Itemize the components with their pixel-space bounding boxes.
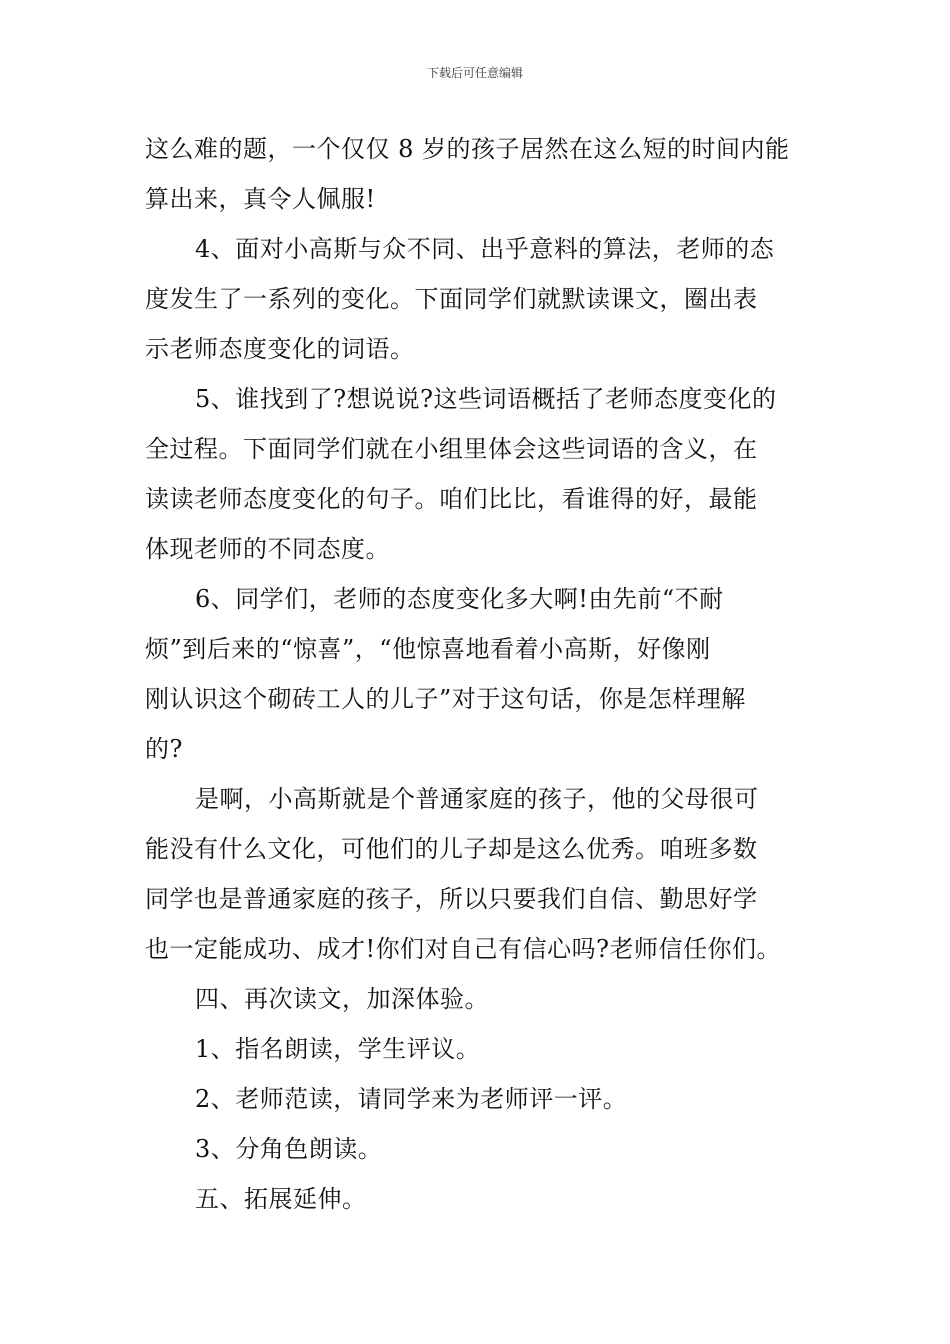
text-line: 五、拓展延伸。 — [195, 1185, 367, 1213]
paragraph — [145, 1024, 805, 1074]
text-line: 2、老师范读，请同学来为老师评一评。 — [195, 1085, 628, 1113]
page-header: 下载后可任意编辑 — [426, 66, 523, 80]
text-line: 同学也是普通家庭的孩子，所以只要我们自信、勤思好学 — [145, 885, 758, 913]
text-line: 算出来，真令人佩服! — [145, 185, 376, 213]
paragraph — [145, 774, 805, 974]
text-line: 5、谁找到了?想说说?这些词语概括了老师态度变化的 — [195, 385, 777, 413]
document-body — [145, 124, 805, 1224]
text-line: 3、分角色朗读。 — [195, 1135, 383, 1163]
text-line: 1、指名朗读，学生评议。 — [195, 1035, 481, 1063]
paragraph — [145, 374, 805, 574]
text-line: 刚认识这个砌砖工人的儿子”对于这句话，你是怎样理解 — [145, 685, 746, 713]
paragraph — [145, 124, 805, 224]
text-line: 的? — [145, 735, 183, 763]
text-line: 四、再次读文，加深体验。 — [195, 985, 489, 1013]
paragraph — [145, 1124, 805, 1174]
text-line: 6、同学们，老师的态度变化多大啊!由先前“不耐 — [195, 585, 724, 613]
paragraph — [145, 1174, 805, 1224]
text-line: 能没有什么文化，可他们的儿子却是这么优秀。咱班多数 — [145, 835, 758, 863]
paragraph — [145, 574, 805, 774]
text-line: 示老师态度变化的词语。 — [145, 335, 415, 363]
paragraph — [145, 1074, 805, 1124]
text-line: 是啊，小高斯就是个普通家庭的孩子，他的父母很可 — [195, 785, 759, 813]
text-line: 4、面对小高斯与众不同、出乎意料的算法，老师的态 — [195, 235, 775, 263]
text-line: 全过程。下面同学们就在小组里体会这些词语的含义，在 — [145, 435, 758, 463]
paragraph — [145, 974, 805, 1024]
text-line: 这么难的题，一个仅仅 8 岁的孩子居然在这么短的时间内能 — [145, 135, 790, 163]
paragraph — [145, 224, 805, 374]
text-line: 度发生了一系列的变化。下面同学们就默读课文，圈出表 — [145, 285, 758, 313]
text-line: 也一定能成功、成才!你们对自己有信心吗?老师信任你们。 — [145, 935, 782, 963]
text-line: 读读老师态度变化的句子。咱们比比，看谁得的好，最能 — [145, 485, 758, 513]
text-line: 烦”到后来的“惊喜”，“他惊喜地看着小高斯，好像刚 — [145, 635, 711, 663]
text-line: 体现老师的不同态度。 — [145, 535, 390, 563]
